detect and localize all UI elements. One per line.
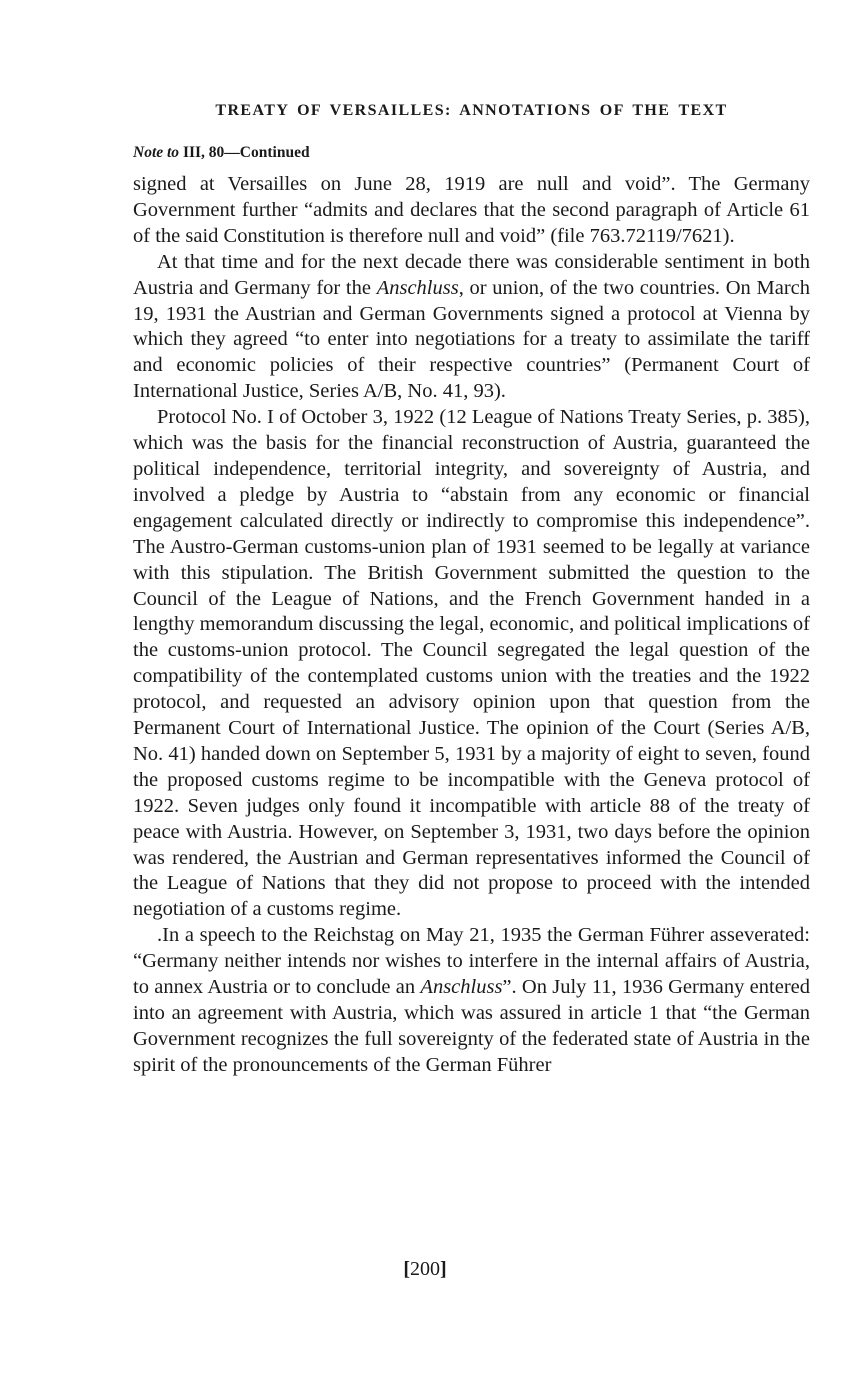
page-bracket-open: [ — [403, 1258, 410, 1280]
note-section-ref: III, 80 — [182, 144, 225, 161]
paragraph-1: signed at Versailles on June 28, 1919 are null and void”. The Germany Government further “admits and declares that the second paragraph of Article 61 of the said Constitution is therefore null and void” (file 763.72119/7621). — [133, 173, 810, 247]
note-label: Note to — [133, 144, 180, 161]
paragraph-4-end: ”. On July 11, 1936 Germany entered into an agreement with Austria, which was assured in article 1 that “the German Government recognizes the full sovereignty of the federated state of Austria in the spirit of the pronouncements of the German Führer — [133, 976, 810, 1076]
paragraph-2-end: , or union, of the two countries. On March 19, 1931 the Austrian and German Governments signed a protocol at Vienna by which they agreed “to enter into negotiations for a treaty to assimilate the tariff and economic policies of their respective countries” (Permanent Court of International Justice, Series A/B, No. 41, 93). — [133, 276, 811, 403]
paragraph-4-italic-term: Anschluss — [420, 976, 503, 999]
page-number — [0, 1258, 850, 1281]
running-head: TREATY OF VERSAILLES: ANNOTATIONS OF THE TEXT — [215, 102, 728, 119]
paragraph-2 — [133, 250, 810, 405]
note-reference — [133, 144, 310, 162]
paragraph-2-italic-term: Anschluss — [376, 276, 459, 299]
note-dash: — — [224, 144, 240, 161]
body-text — [133, 172, 810, 1079]
paragraph-2-start: At that time and for the next decade there was considerable sentiment in both Austria and Germany for the — [133, 250, 810, 299]
page-number-value: 200 — [410, 1258, 440, 1280]
page-bracket-close: ] — [440, 1258, 447, 1280]
note-continued: Continued — [239, 144, 310, 161]
paragraph-4-start: .In a speech to the Reichstag on May 21, 1935 the German Führer asseverated: “Germany neither intends nor wishes to interfere in the internal affairs of Austria, to annex Austria or to conclude an — [133, 924, 810, 999]
paragraph-4 — [133, 923, 810, 1078]
paragraph-3: Protocol No. I of October 3, 1922 (12 League of Nations Treaty Series, p. 385), which was the basis for the financial reconstruction of Austria, guaranteed the political independence, territorial integrity, and sovereignty of Austria, and involved a pledge by Austria to “abstain from any economic or financial engagement calculated directly or indirectly to compromise this independence”. The Austro-German customs-union plan of 1931 seemed to be legally at variance with this stipulation. The British Government submitted the question to the Council of the League of Nations, and the French Government handed in a lengthy memorandum discussing the legal, economic, and political implications of the customs-union protocol. The Council segregated the legal question of the compatibility of the contemplated customs union with the treaties and the 1922 protocol, and requested an advisory opinion upon that question from the Permanent Court of International Justice. The opinion of the Court (Series A/B, No. 41) handed down on September 5, 1931 by a majority of eight to seven, found the proposed customs regime to be incompatible with the Geneva protocol of 1922. Seven judges only found it incompatible with article 88 of the treaty of peace with Austria. However, on September 3, 1931, two days before the opinion was rendered, the Austrian and German representatives informed the Council of the League of Nations that they did not propose to proceed with the intended negotiation of a customs regime. — [133, 406, 810, 921]
